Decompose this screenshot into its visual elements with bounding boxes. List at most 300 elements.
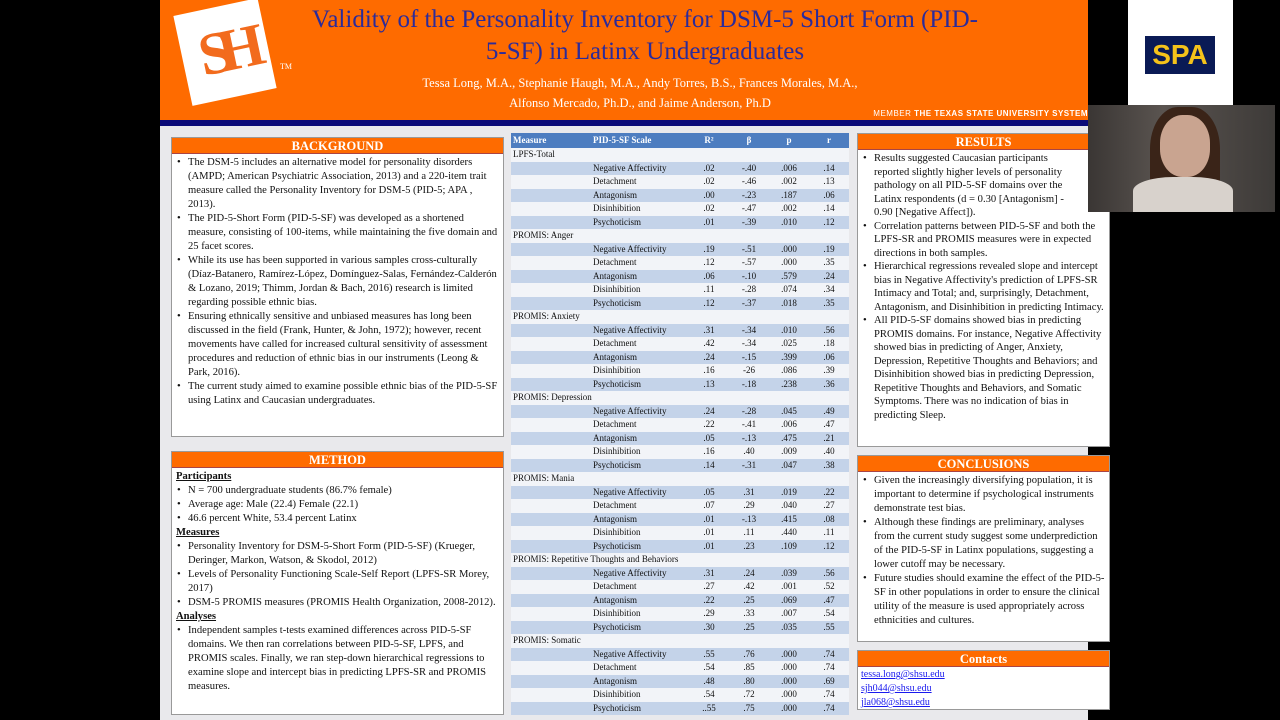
participants-label: Participants (176, 471, 232, 482)
table-cell: .24 (743, 567, 755, 578)
table-group-row (511, 634, 849, 648)
table-cell: .05 (703, 432, 715, 443)
table-cell: .045 (781, 405, 797, 416)
table-row (511, 270, 849, 284)
table-cell: -.40 (741, 162, 757, 173)
measures-item: • DSM-5 PROMIS measures (PROMIS Health Organization, 2008-2012). (176, 596, 499, 610)
empty-cell (511, 243, 591, 257)
table-cell: .01 (703, 216, 715, 227)
table-cell: .54 (703, 662, 715, 672)
table-row (511, 459, 849, 473)
table-cell: .00 (703, 189, 715, 200)
authors-line: Alfonso Mercado, Ph.D., and Jaime Anderson, Ph.D (509, 96, 771, 110)
table-cell: .25 (743, 594, 755, 605)
poster-title: Validity of the Personality Inventory for DSM-5 Short Form (PID-5-SF) in Latinx Undergraduates (312, 6, 978, 65)
measures-list (176, 540, 499, 610)
table-cell: .40 (743, 446, 755, 456)
results-item: • Correlation patterns between PID-5-SF and both the LPFS-SR and PROMIS measures were in expected directions in both samples. (862, 220, 1105, 261)
table-cell: .25 (743, 621, 755, 632)
table-row (511, 405, 849, 419)
poster (160, 0, 1105, 720)
table-cell: .48 (703, 675, 715, 686)
empty-cell (511, 594, 591, 608)
table-cell: .34 (823, 284, 835, 294)
empty-cell (511, 702, 591, 716)
empty-cell (511, 526, 591, 540)
table-cell: .74 (823, 689, 835, 699)
empty-cell (511, 459, 591, 473)
measures-item: • Levels of Personality Functioning Scale-Self Report (LPFS-SR Morey, 2017) (176, 568, 499, 596)
table-row (511, 189, 849, 203)
table-row (511, 283, 849, 297)
table-row (511, 337, 849, 351)
table-cell: .187 (781, 189, 797, 200)
table-cell: .19 (703, 243, 715, 254)
background-list (176, 156, 499, 408)
table-row (511, 175, 849, 189)
table-cell: .07 (703, 500, 715, 510)
table-cell: .55 (823, 621, 835, 632)
table-row (511, 351, 849, 365)
table-cell: .12 (703, 257, 715, 267)
table-cell: .002 (781, 176, 797, 186)
table-cell: Antagonism (593, 594, 637, 605)
table-cell: .000 (781, 675, 797, 686)
table-cell: .31 (703, 567, 715, 578)
table-row (511, 378, 849, 392)
group-label: PROMIS: Anger (513, 230, 574, 240)
table-cell: .440 (781, 527, 797, 537)
table-cell: .018 (781, 297, 797, 308)
table-cell: .27 (703, 581, 715, 591)
table-cell: .009 (781, 446, 797, 456)
table-cell: -.39 (741, 216, 757, 227)
table-row (511, 432, 849, 446)
table-cell: .11 (743, 527, 755, 537)
shsu-logo: SH (173, 0, 276, 106)
column-header: r (827, 135, 831, 145)
table-cell: Detachment (593, 176, 637, 186)
table-cell: .01 (703, 513, 715, 524)
section-title: BACKGROUND (172, 138, 503, 154)
empty-cell (511, 297, 591, 311)
empty-cell (511, 445, 591, 459)
group-label: PROMIS: Repetitive Thoughts and Behaviors (513, 554, 679, 564)
table-cell: -.57 (741, 257, 757, 267)
table-cell: Disinhibition (593, 284, 641, 294)
table-cell: .33 (743, 608, 755, 618)
table-cell: .069 (781, 594, 797, 605)
table-cell: .010 (781, 216, 797, 227)
table-cell: .24 (703, 405, 715, 416)
table-row (511, 364, 849, 378)
table-cell: .13 (823, 176, 835, 186)
table-row (511, 648, 849, 662)
table-cell: .54 (703, 689, 715, 699)
table-cell: .56 (823, 324, 835, 335)
results-list (862, 152, 1105, 422)
column-header: p (786, 135, 792, 145)
section-title: METHOD (172, 452, 503, 468)
results-item: • All PID-5-SF domains showed bias in predicting PROMIS domains. For instance, Negative Affectivity showed bias in predicting of Anger, Anxiety, Depression, Repetitive Thoughts and Behaviors; and Disinhibition showed bias in predicting Depression, Repetitive Thoughts and Behaviors, and Somatic Symptoms. There was no indication of bias in predicting Sleep. (862, 314, 1105, 422)
table-row (511, 162, 849, 176)
table-cell: .24 (703, 351, 715, 362)
table-cell: .22 (823, 486, 835, 497)
table-group-row (511, 391, 849, 405)
table-cell: .55 (703, 648, 715, 659)
table-cell: .31 (743, 486, 755, 497)
empty-cell (511, 540, 591, 554)
table-cell: .12 (823, 540, 835, 551)
table-row (511, 499, 849, 513)
table-row (511, 594, 849, 608)
table-cell: .35 (823, 257, 835, 267)
table-cell: .035 (781, 621, 797, 632)
table-cell: .13 (703, 378, 715, 389)
table-cell: .010 (781, 324, 797, 335)
table-row (511, 567, 849, 581)
authors-line: Tessa Long, M.A., Stephanie Haugh, M.A., Andy Torres, B.S., Frances Morales, M.A., (422, 76, 858, 90)
column-header: R² (704, 135, 714, 145)
header-stripe (160, 120, 1088, 126)
table-cell: .72 (743, 689, 755, 699)
table-row (511, 202, 849, 216)
table-cell: .007 (781, 608, 797, 618)
table-group-row (511, 472, 849, 486)
table-row (511, 486, 849, 500)
table-cell: -.34 (741, 324, 757, 335)
column-header: Measure (513, 135, 547, 145)
email-list (858, 667, 1109, 711)
table-cell: .31 (703, 324, 715, 335)
table-cell: Psychoticism (593, 540, 642, 551)
table-cell: .38 (823, 459, 835, 470)
empty-cell (511, 405, 591, 419)
table-cell: .109 (781, 540, 797, 551)
table-cell: -.28 (741, 405, 757, 416)
table-cell: .000 (781, 648, 797, 659)
trademark: TM (280, 62, 292, 71)
table-cell: Negative Affectivity (593, 324, 667, 335)
table-cell: -.28 (741, 284, 757, 294)
table-cell: .025 (781, 338, 797, 348)
table-cell: .22 (703, 419, 715, 429)
table-cell: Antagonism (593, 351, 637, 362)
table-cell: Negative Affectivity (593, 162, 667, 173)
table-cell: .14 (703, 459, 715, 470)
table-cell: .11 (823, 527, 835, 537)
results-item: • Results suggested Caucasian participants reported slightly higher levels of personality pathology on all PID-5-SF domains over the Latinx respondents (d = 0.30 [Antagonism] - 0.90 [Negative Affect]). (862, 152, 1105, 220)
table-cell: Detachment (593, 419, 637, 429)
table-cell: Antagonism (593, 432, 637, 443)
table-row (511, 526, 849, 540)
table-cell: -.41 (741, 419, 757, 429)
table-cell: -.15 (741, 351, 757, 362)
table-cell: -26 (743, 365, 755, 375)
table-cell: Psychoticism (593, 378, 642, 389)
table-cell: .05 (703, 486, 715, 497)
table-cell: .16 (703, 365, 715, 375)
group-label: PROMIS: Somatic (513, 635, 581, 645)
table-cell: .30 (703, 621, 715, 632)
table-cell: .42 (703, 338, 715, 348)
table-cell: Psychoticism (593, 216, 642, 227)
table-cell: .039 (781, 567, 797, 578)
table-cell: .399 (781, 351, 797, 362)
table-group-row (511, 148, 849, 162)
table-cell: .06 (823, 351, 835, 362)
poster-header (160, 0, 1088, 120)
background-section (171, 137, 504, 437)
table-row (511, 445, 849, 459)
analyses-item: • Independent samples t-tests examined differences across PID-5-SF domains. We then ran correlations between PID-5-SF, LPFS, and PROMIS scales. Finally, we ran step-down hierarchical regressions to examine slope and intercept bias in predicting LPFS-SR and PROMIS measures. (176, 624, 499, 694)
empty-cell (511, 162, 591, 176)
measures-label: Measures (176, 527, 220, 538)
column-header: PID-5-SF Scale (593, 135, 652, 145)
table-cell: .01 (703, 527, 715, 537)
table-cell: Antagonism (593, 513, 637, 524)
table-cell: .12 (823, 216, 835, 227)
contacts-section (857, 650, 1110, 710)
table-row (511, 580, 849, 594)
group-label: PROMIS: Anxiety (513, 311, 580, 321)
member-prefix: MEMBER (873, 109, 912, 118)
empty-cell (511, 337, 591, 351)
table-cell: .29 (743, 500, 755, 510)
email-link[interactable]: sjh044@shsu.edu (861, 683, 932, 694)
table-cell: .85 (743, 662, 755, 672)
conclusions-list (862, 474, 1105, 628)
member-system: THE TEXAS STATE UNIVERSITY SYSTEM (914, 109, 1088, 118)
background-item: • While its use has been supported in various samples cross-culturally (Díaz-Batanero, Ramírez-López, Domínguez-Salas, Fernández-Calderón & Lozano, 2019; Thimm, Jordan & Bach, 2016) research is limited regarding possible ethnic bias. (176, 254, 499, 310)
table-cell: Negative Affectivity (593, 405, 667, 416)
table-cell: .02 (703, 203, 715, 213)
table-cell: .006 (781, 419, 797, 429)
table-cell: .74 (823, 702, 835, 713)
conclusions-item: • Although these findings are preliminary, analyses from the current study suggest some underprediction of the PID-5-SF in Latinx populations, suggesting a lower cutoff may be necessary. (862, 516, 1105, 572)
background-item: • The DSM-5 includes an alternative model for personality disorders (AMPD; American Psychiatric Association, 2013) and a 220-item trait measure called the Personality Inventory for DSM-5 (PID-5; APA , 2013). (176, 156, 499, 212)
analyses-label: Analyses (176, 611, 217, 622)
table-cell: .27 (823, 500, 835, 510)
table-cell: .01 (703, 540, 715, 551)
table-cell: ..55 (702, 702, 716, 713)
table-cell: -.10 (741, 270, 757, 281)
table-cell: .415 (781, 513, 797, 524)
presenter-face (1160, 115, 1210, 177)
table-cell: .36 (823, 378, 835, 389)
table-row (511, 675, 849, 689)
group-label: PROMIS: Mania (513, 473, 575, 483)
table-cell: .000 (781, 662, 797, 672)
empty-cell (511, 378, 591, 392)
table-cell: Psychoticism (593, 459, 642, 470)
table-cell: .16 (703, 446, 715, 456)
table-cell: Disinhibition (593, 608, 641, 618)
conclusions-item: • Future studies should examine the effect of the PID-5-SF in other populations in order to ensure the clinical utility of the measure is used appropriately across ethnicities and cultures. (862, 572, 1105, 628)
table-cell: .08 (823, 513, 835, 524)
table-cell: .18 (823, 338, 835, 348)
empty-cell (511, 351, 591, 365)
table-cell: -.31 (741, 459, 757, 470)
table-cell: .22 (703, 594, 715, 605)
table-cell: .14 (823, 203, 835, 213)
table-row (511, 243, 849, 257)
table-row (511, 297, 849, 311)
empty-cell (511, 256, 591, 270)
method-section (171, 451, 504, 715)
authors (330, 73, 950, 113)
table-cell: Antagonism (593, 189, 637, 200)
table-row (511, 216, 849, 230)
table-row (511, 540, 849, 554)
table-cell: .006 (781, 162, 797, 173)
table-cell: .086 (781, 365, 797, 375)
table-cell: .74 (823, 662, 835, 672)
table-cell: Disinhibition (593, 203, 641, 213)
table-cell: .49 (823, 405, 835, 416)
table-cell: .06 (703, 270, 715, 281)
table-cell: .02 (703, 176, 715, 186)
table-cell: .47 (823, 419, 835, 429)
results-item: • Hierarchical regressions revealed slope and intercept bias in Negative Affectivity's prediction of LPFS-SR Intimacy and Total; and, surprisingly, Detachment, Antagonism, and Disinhibition in predicting Intimacy. (862, 260, 1105, 314)
table-cell: .35 (823, 297, 835, 308)
table-cell: Antagonism (593, 675, 637, 686)
table-row (511, 324, 849, 338)
table-cell: .23 (743, 540, 755, 551)
table-cell: .75 (743, 702, 755, 713)
table-cell: .047 (781, 459, 797, 470)
empty-cell (511, 270, 591, 284)
analyses-list (176, 624, 499, 694)
table-row (511, 607, 849, 621)
empty-cell (511, 688, 591, 702)
table-header-row (511, 133, 849, 148)
table-cell: .21 (823, 432, 835, 443)
table-cell: Disinhibition (593, 527, 641, 537)
table-cell: Disinhibition (593, 689, 641, 699)
empty-cell (511, 607, 591, 621)
table-row (511, 256, 849, 270)
empty-cell (511, 675, 591, 689)
table-cell: .42 (743, 581, 755, 591)
table-cell: .579 (781, 270, 797, 281)
table-cell: .19 (823, 243, 835, 254)
table-cell: Detachment (593, 338, 637, 348)
presenter-shirt (1133, 177, 1233, 212)
table-cell: .02 (703, 162, 715, 173)
empty-cell (511, 189, 591, 203)
table-cell: .040 (781, 500, 797, 510)
table-cell: .000 (781, 257, 797, 267)
table-row (511, 661, 849, 675)
background-item: • The PID-5-Short Form (PID-5-SF) was developed as a shortened measure, consisting of 100-items, while maintaining the five domain and 25 facet scores. (176, 212, 499, 254)
background-item: • The current study aimed to examine possible ethnic bias of the PID-5-SF using Latinx and Caucasian undergraduates. (176, 380, 499, 408)
table-cell: .000 (781, 689, 797, 699)
table-cell: .74 (823, 648, 835, 659)
table-row (511, 702, 849, 716)
table-row (511, 513, 849, 527)
spa-logo: SPA (1145, 36, 1215, 74)
group-label: PROMIS: Depression (513, 392, 592, 402)
table-cell: .52 (823, 581, 835, 591)
table-cell: Psychoticism (593, 621, 642, 632)
empty-cell (511, 283, 591, 297)
table-cell: .11 (703, 284, 715, 294)
table-cell: .12 (703, 297, 715, 308)
table-cell: .475 (781, 432, 797, 443)
participants-item: • 46.6 percent White, 53.4 percent Latinx (176, 512, 499, 526)
table-cell: Detachment (593, 662, 637, 672)
table-group-row (511, 553, 849, 567)
table-row (511, 418, 849, 432)
empty-cell (511, 364, 591, 378)
table-cell: Negative Affectivity (593, 648, 667, 659)
table-cell: Disinhibition (593, 365, 641, 375)
empty-cell (511, 567, 591, 581)
table-cell: -.37 (741, 297, 757, 308)
empty-cell (511, 216, 591, 230)
table-row (511, 621, 849, 635)
empty-cell (511, 175, 591, 189)
table-cell: .000 (781, 243, 797, 254)
empty-cell (511, 324, 591, 338)
table-cell: .002 (781, 203, 797, 213)
table-cell: .47 (823, 594, 835, 605)
table-cell: -.47 (741, 203, 757, 213)
empty-cell (511, 486, 591, 500)
participant-tile-spa[interactable] (1128, 0, 1233, 105)
empty-cell (511, 648, 591, 662)
table-group-row (511, 229, 849, 243)
section-title: Contacts (858, 651, 1109, 667)
table-row (511, 688, 849, 702)
presenter-webcam[interactable] (1088, 105, 1275, 212)
table-cell: .54 (823, 608, 835, 618)
background-item: • Ensuring ethnically sensitive and unbiased measures has long been discussed in the field (Frank, Hunter, & John, 1972); however, recent movements have called for increased cultural sensitivity of assessment procedures and reduction of ethnic bias in our instruments (Leong & Park, 2016). (176, 310, 499, 380)
table-cell: -.13 (741, 432, 757, 443)
participants-list (176, 484, 499, 526)
table-cell: -.23 (741, 189, 757, 200)
email-link[interactable]: jla068@shsu.edu (861, 697, 930, 708)
table-cell: Detachment (593, 581, 637, 591)
table-cell: .56 (823, 567, 835, 578)
participants-item: • Average age: Male (22.4) Female (22.1) (176, 498, 499, 512)
table-cell: Negative Affectivity (593, 486, 667, 497)
table-cell: .39 (823, 365, 835, 375)
empty-cell (511, 513, 591, 527)
empty-cell (511, 499, 591, 513)
table-cell: Psychoticism (593, 297, 642, 308)
group-label: LPFS-Total (513, 149, 555, 159)
email-link[interactable]: tessa.long@shsu.edu (861, 669, 945, 680)
section-title: RESULTS (858, 134, 1109, 150)
table-cell: Detachment (593, 257, 637, 267)
conclusions-item: • Given the increasingly diversifying population, it is important to determine if psychological instruments demonstrate test bias. (862, 474, 1105, 516)
table-cell: .80 (743, 675, 755, 686)
table-cell: -.13 (741, 513, 757, 524)
table-cell: .40 (823, 446, 835, 456)
table-cell: Detachment (593, 500, 637, 510)
table-cell: .074 (781, 284, 797, 294)
table-cell: .000 (781, 702, 797, 713)
empty-cell (511, 418, 591, 432)
empty-cell (511, 621, 591, 635)
empty-cell (511, 580, 591, 594)
empty-cell (511, 202, 591, 216)
empty-cell (511, 661, 591, 675)
table-cell: .019 (781, 486, 797, 497)
table-cell: -.46 (741, 176, 757, 186)
